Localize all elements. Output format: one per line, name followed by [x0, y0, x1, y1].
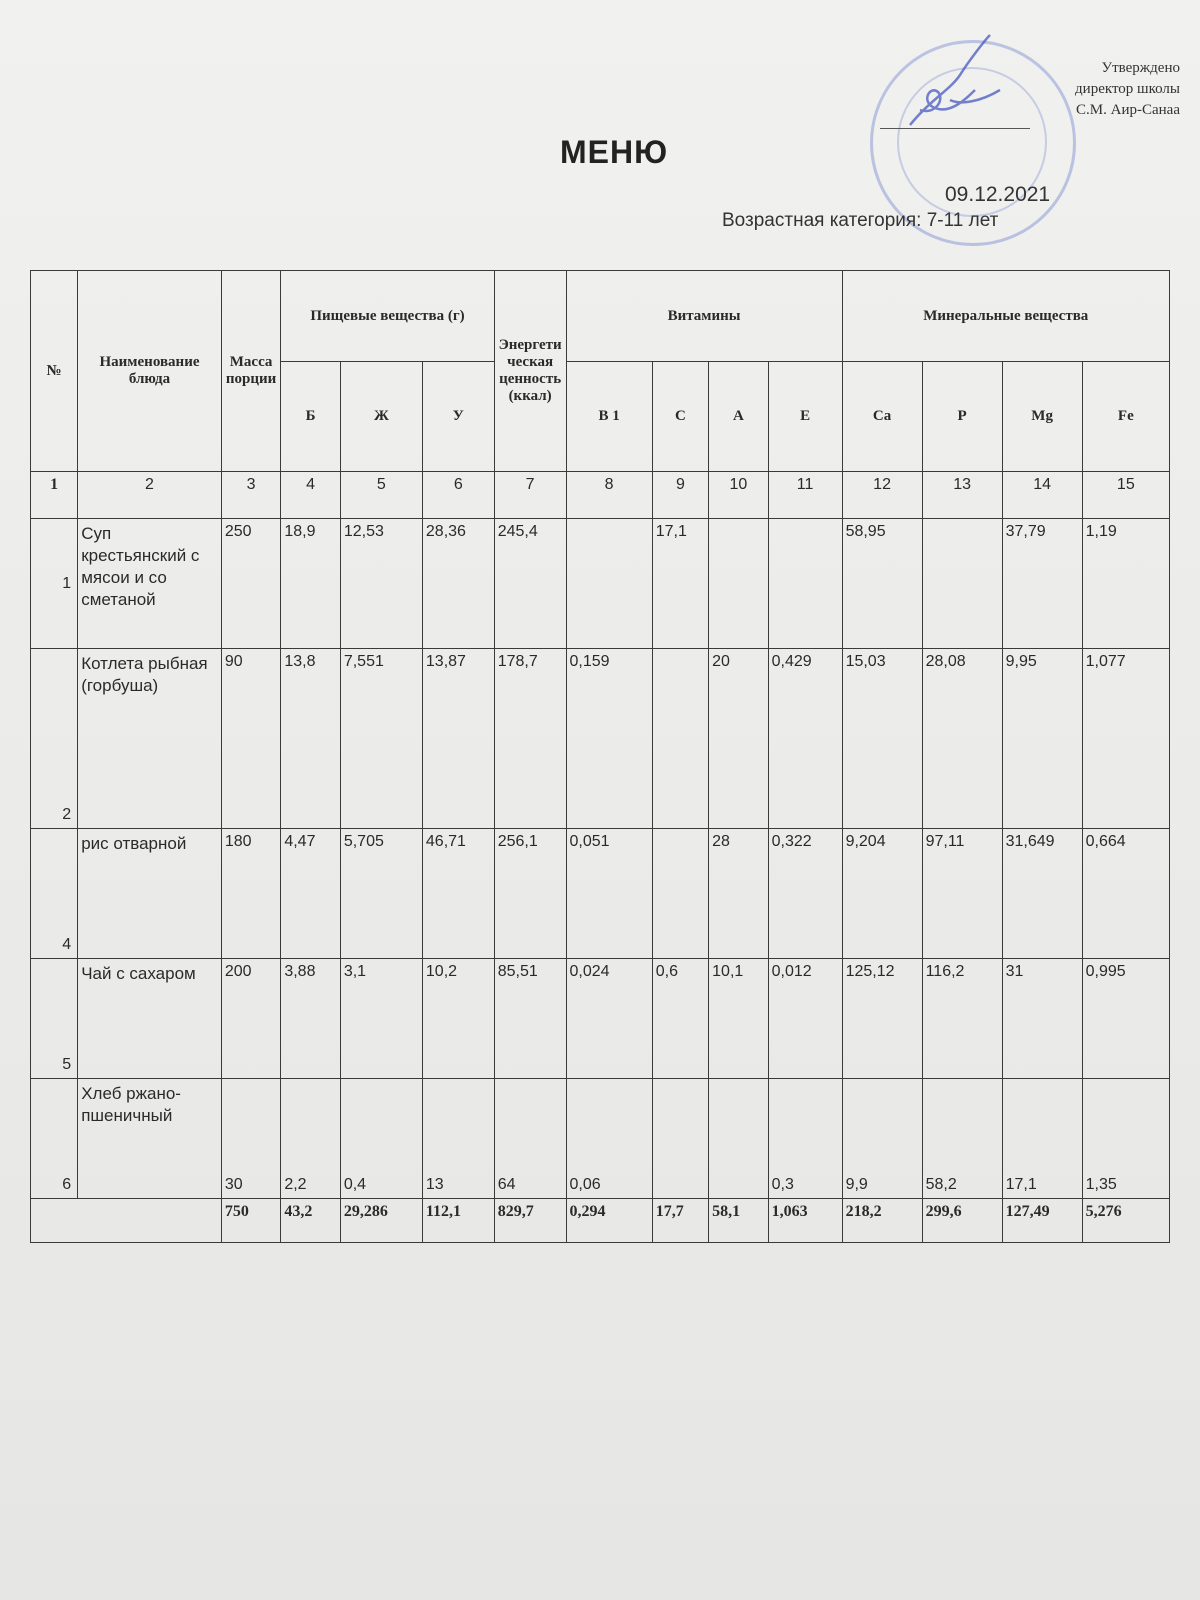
total-cell: 750: [221, 1199, 281, 1243]
table-cell: 12,53: [340, 519, 422, 649]
table-cell: [709, 1079, 769, 1199]
table-cell: 0,3: [768, 1079, 842, 1199]
total-cell: 58,1: [709, 1199, 769, 1243]
total-cell: 17,7: [652, 1199, 708, 1243]
table-row: [31, 1079, 1170, 1199]
table-cell: 1,19: [1082, 519, 1169, 649]
total-cell: 218,2: [842, 1199, 922, 1243]
header-vitamin-a: А: [709, 362, 769, 472]
header-vitamin-e: Е: [768, 362, 842, 472]
table-cell: 31: [1002, 959, 1082, 1079]
column-number: 3: [221, 472, 281, 519]
table-cell: 97,11: [922, 829, 1002, 959]
column-number: 2: [78, 472, 222, 519]
table-cell: 85,51: [494, 959, 566, 1079]
total-cell: 829,7: [494, 1199, 566, 1243]
dish-name: рис отварной: [78, 829, 222, 959]
table-cell: 30: [221, 1079, 281, 1199]
table-row: [31, 519, 1170, 649]
table-cell: 0,429: [768, 649, 842, 829]
table-cell: 13: [422, 1079, 494, 1199]
header-protein: Б: [281, 362, 341, 472]
table-cell: 28,08: [922, 649, 1002, 829]
table-cell: 10,2: [422, 959, 494, 1079]
table-cell: 0,051: [566, 829, 652, 959]
header-nutrients: Пищевые вещества (г): [281, 271, 494, 362]
column-number: 13: [922, 472, 1002, 519]
table-cell: 178,7: [494, 649, 566, 829]
total-row: [31, 1199, 1170, 1243]
header-vitamins: Витамины: [566, 271, 842, 362]
table-cell: [652, 1079, 708, 1199]
approval-block: [1010, 58, 1180, 121]
dish-name: Чай с сахаром: [78, 959, 222, 1079]
table-cell: 0,4: [340, 1079, 422, 1199]
table-cell: 58,2: [922, 1079, 1002, 1199]
total-cell: 1,063: [768, 1199, 842, 1243]
table-cell: 28: [709, 829, 769, 959]
table-cell: 4,47: [281, 829, 341, 959]
header-calcium: Ca: [842, 362, 922, 472]
dish-name: Хлеб ржано-пшеничный: [78, 1079, 222, 1199]
column-number: 12: [842, 472, 922, 519]
table-cell: [566, 519, 652, 649]
header-fat: Ж: [340, 362, 422, 472]
row-number: 5: [31, 959, 78, 1079]
table-cell: 58,95: [842, 519, 922, 649]
header-carbs: У: [422, 362, 494, 472]
approval-name: С.М. Аир-Санаа: [1076, 102, 1180, 118]
column-number: 5: [340, 472, 422, 519]
table-cell: 3,88: [281, 959, 341, 1079]
menu-date: 09.12.2021: [945, 183, 1051, 206]
total-cell: 112,1: [422, 1199, 494, 1243]
table-cell: 18,9: [281, 519, 341, 649]
table-row: [31, 649, 1170, 829]
total-cell: 5,276: [1082, 1199, 1169, 1243]
menu-table: [30, 270, 1170, 1243]
table-cell: 125,12: [842, 959, 922, 1079]
row-number: 6: [31, 1079, 78, 1199]
table-cell: 0,159: [566, 649, 652, 829]
header-no: №: [31, 271, 78, 472]
table-cell: 0,664: [1082, 829, 1169, 959]
table-cell: 0,024: [566, 959, 652, 1079]
table-cell: 31,649: [1002, 829, 1082, 959]
column-number: 1: [31, 472, 78, 519]
table-cell: 2,2: [281, 1079, 341, 1199]
table-cell: 1,35: [1082, 1079, 1169, 1199]
table-cell: [922, 519, 1002, 649]
column-number: 6: [422, 472, 494, 519]
column-number: 11: [768, 472, 842, 519]
header-mass: Масса порции: [221, 271, 281, 472]
table-cell: 0,322: [768, 829, 842, 959]
director-signature: [890, 30, 1030, 140]
total-cell: 127,49: [1002, 1199, 1082, 1243]
table-cell: 9,204: [842, 829, 922, 959]
column-number: 9: [652, 472, 708, 519]
header-energy: Энергетическая ценность (ккал): [494, 271, 566, 472]
table-cell: 7,551: [340, 649, 422, 829]
total-cell: 0,294: [566, 1199, 652, 1243]
dish-name: Суп крестьянский с мясои и со сметаной: [78, 519, 222, 649]
header-minerals: Минеральные вещества: [842, 271, 1169, 362]
table-cell: 256,1: [494, 829, 566, 959]
table-cell: 10,1: [709, 959, 769, 1079]
column-number: 15: [1082, 472, 1169, 519]
table-cell: 3,1: [340, 959, 422, 1079]
column-number: 7: [494, 472, 566, 519]
table-cell: 0,012: [768, 959, 842, 1079]
table-cell: 17,1: [652, 519, 708, 649]
header-dish: Наименование блюда: [78, 271, 222, 472]
table-cell: 9,9: [842, 1079, 922, 1199]
table-cell: [709, 519, 769, 649]
column-number: 8: [566, 472, 652, 519]
table-cell: 28,36: [422, 519, 494, 649]
table-cell: 245,4: [494, 519, 566, 649]
table-cell: 1,077: [1082, 649, 1169, 829]
column-number: 10: [709, 472, 769, 519]
header-iron: Fe: [1082, 362, 1169, 472]
table-cell: 180: [221, 829, 281, 959]
table-cell: 200: [221, 959, 281, 1079]
dish-name: Котлета рыбная (горбуша): [78, 649, 222, 829]
row-number: 2: [31, 649, 78, 829]
table-cell: 5,705: [340, 829, 422, 959]
header-phosphorus: P: [922, 362, 1002, 472]
table-cell: 46,71: [422, 829, 494, 959]
header-vitamin-b1: В 1: [566, 362, 652, 472]
table-cell: 13,87: [422, 649, 494, 829]
table-cell: 20: [709, 649, 769, 829]
total-cell: 43,2: [281, 1199, 341, 1243]
table-cell: 64: [494, 1079, 566, 1199]
table-cell: 250: [221, 519, 281, 649]
table-cell: 0,6: [652, 959, 708, 1079]
column-number-row: [31, 472, 1170, 519]
table-row: [31, 829, 1170, 959]
page-title: МЕНЮ: [560, 134, 669, 170]
column-number: 4: [281, 472, 341, 519]
table-cell: [652, 649, 708, 829]
table-cell: 37,79: [1002, 519, 1082, 649]
header-vitamin-c: С: [652, 362, 708, 472]
table-cell: [652, 829, 708, 959]
table-cell: [768, 519, 842, 649]
row-number: 1: [31, 519, 78, 649]
age-category: Возрастная категория: 7-11 лет: [722, 210, 999, 231]
table-cell: 13,8: [281, 649, 341, 829]
table-cell: 116,2: [922, 959, 1002, 1079]
approval-label: Утверждено: [1101, 60, 1180, 76]
table-cell: 0,06: [566, 1079, 652, 1199]
table-cell: 17,1: [1002, 1079, 1082, 1199]
header-magnesium: Mg: [1002, 362, 1082, 472]
signature-line: [880, 128, 1030, 129]
table-cell: 9,95: [1002, 649, 1082, 829]
total-cell: 299,6: [922, 1199, 1002, 1243]
total-label-cell: [31, 1199, 222, 1243]
approval-position: директор школы: [1075, 81, 1180, 97]
table-cell: 90: [221, 649, 281, 829]
total-cell: 29,286: [340, 1199, 422, 1243]
table-row: [31, 959, 1170, 1079]
table-cell: 0,995: [1082, 959, 1169, 1079]
table-cell: 15,03: [842, 649, 922, 829]
row-number: 4: [31, 829, 78, 959]
column-number: 14: [1002, 472, 1082, 519]
